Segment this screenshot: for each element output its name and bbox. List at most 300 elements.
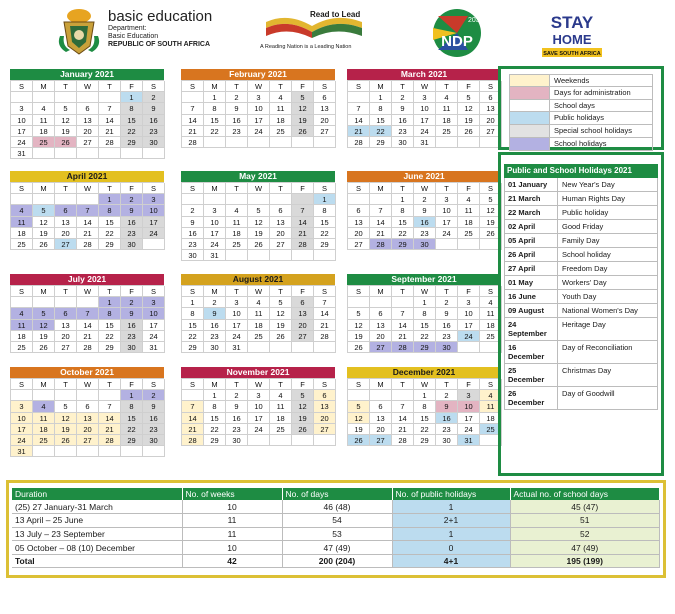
day-cell [77,297,99,308]
day-cell: 2 [414,194,436,205]
day-cell [55,148,77,159]
legend-label: School holidays [554,138,607,148]
month-title: September 2021 [347,274,501,285]
month-grid [181,285,335,353]
col-header-weeks: No. of weeks [182,488,282,500]
month-title: August 2021 [181,274,335,285]
day-cell: 22 [314,228,336,239]
day-cell: 18 [436,115,458,126]
weekday-header: M [33,183,55,194]
day-cell: 11 [33,115,55,126]
day-cell: 13 [77,115,99,126]
holiday-date: 25 December [508,366,545,384]
day-cell: 23 [204,331,226,342]
day-cell: 13 [314,103,336,114]
weekday-header: T [99,379,121,390]
day-cell: 2 [121,297,143,308]
day-cell: 4 [226,205,248,216]
day-cell: 5 [33,205,55,216]
total-days-cell: 200 (204) [282,554,392,568]
day-cell [121,446,143,457]
day-cell: 31 [458,435,480,446]
weekday-header: F [458,183,480,194]
day-cell: 7 [77,308,99,319]
day-cell: 21 [392,331,414,342]
day-cell: 11 [248,308,270,319]
day-cell: 12 [33,217,55,228]
holiday-date: 09 August [508,306,544,315]
day-cell: 14 [392,320,414,331]
legend-label: Public holidays [554,113,605,123]
public-holidays-cell: 1 [392,527,510,541]
holiday-name: Family Day [557,234,657,247]
weekday-header: F [292,183,314,194]
day-cell: 4 [480,390,502,401]
day-cell: 15 [182,320,204,331]
day-cell: 6 [292,297,314,308]
holiday-row [504,304,658,318]
day-cell: 29 [414,435,436,446]
day-cell: 18 [248,320,270,331]
day-cell: 12 [458,103,480,114]
day-cell [248,250,270,261]
day-cell: 10 [204,217,226,228]
day-cell: 18 [226,228,248,239]
day-cell: 19 [55,424,77,435]
day-cell: 12 [270,308,292,319]
weekday-header: W [414,286,436,297]
weekday-header: M [370,379,392,390]
day-cell: 2 [436,390,458,401]
day-cell [370,297,392,308]
day-cell: 28 [77,342,99,353]
weekday-header: S [182,183,204,194]
weekday-header: M [33,81,55,92]
day-cell [77,194,99,205]
day-cell: 27 [292,331,314,342]
day-cell: 8 [370,103,392,114]
day-cell: 7 [182,103,204,114]
day-cell: 10 [248,401,270,412]
day-cell [33,92,55,103]
day-cell [77,148,99,159]
day-cell: 27 [314,126,336,137]
weekday-header: S [143,183,165,194]
weekday-header: F [121,286,143,297]
day-cell: 2 [121,194,143,205]
legend-swatch [510,87,550,99]
day-cell: 29 [414,342,436,353]
day-cell [226,250,248,261]
day-cell [270,250,292,261]
day-cell: 3 [143,297,165,308]
day-cell: 22 [121,126,143,137]
day-cell: 8 [99,205,121,216]
weekday-header: T [436,81,458,92]
month-grid [10,80,164,159]
weekday-header: F [121,183,143,194]
day-cell: 10 [414,103,436,114]
day-cell: 24 [143,331,165,342]
day-cell: 22 [204,424,226,435]
col-header-days: No. of days [282,488,392,500]
day-cell [77,446,99,457]
month-title: July 2021 [10,274,164,285]
holiday-row [504,262,658,276]
day-cell: 18 [33,424,55,435]
day-cell [314,435,336,446]
day-cell: 4 [458,194,480,205]
day-cell: 18 [270,413,292,424]
day-cell: 20 [314,413,336,424]
day-cell: 28 [182,137,204,148]
weekday-header: T [270,183,292,194]
coat-of-arms-icon [56,6,102,56]
svg-text:2030: 2030 [468,17,484,24]
day-cell: 22 [182,331,204,342]
day-cell: 2 [436,297,458,308]
day-cell: 21 [392,424,414,435]
total-duration-cell: Total [12,554,182,568]
weekday-header: W [77,81,99,92]
day-cell: 21 [99,424,121,435]
weekday-header: T [99,286,121,297]
day-cell: 21 [370,228,392,239]
weekday-header: S [314,81,336,92]
duration-panel [6,480,666,578]
day-cell: 24 [143,228,165,239]
day-cell: 31 [414,137,436,148]
day-cell: 16 [226,413,248,424]
day-cell [292,250,314,261]
weekday-header: T [270,81,292,92]
day-cell: 26 [55,435,77,446]
day-cell: 24 [248,424,270,435]
day-cell: 24 [458,331,480,342]
day-cell: 14 [77,320,99,331]
legend-swatch [510,125,550,137]
legend-swatch [510,112,550,124]
duration-row [12,514,660,528]
weeks-cell: 11 [182,527,282,541]
month-calendar [181,69,335,148]
day-cell: 28 [392,342,414,353]
day-cell: 15 [414,413,436,424]
day-cell: 21 [182,424,204,435]
day-cell: 10 [458,308,480,319]
day-cell [33,194,55,205]
weekday-header: S [480,81,502,92]
day-cell: 15 [99,217,121,228]
day-cell: 16 [226,115,248,126]
day-cell [99,148,121,159]
day-cell: 27 [77,435,99,446]
day-cell: 11 [270,103,292,114]
day-cell: 14 [77,217,99,228]
weekday-header: T [99,183,121,194]
weekday-header: F [121,379,143,390]
day-cell: 17 [414,115,436,126]
weekday-header: T [226,379,248,390]
weekday-header: S [143,379,165,390]
day-cell: 8 [121,401,143,412]
ndp-2030-logo [428,8,486,58]
day-cell [348,297,370,308]
weekday-header: S [314,379,336,390]
day-cell [204,194,226,205]
day-cell: 27 [314,424,336,435]
month-title: April 2021 [10,171,164,182]
weekday-header: T [55,81,77,92]
day-cell: 25 [436,126,458,137]
day-cell: 3 [248,92,270,103]
legend [498,66,664,150]
day-cell: 1 [182,297,204,308]
holidays-title: Public and School Holidays 2021 [504,164,658,178]
day-cell: 27 [77,137,99,148]
total-weeks-cell: 42 [182,554,282,568]
weekday-header: M [204,286,226,297]
col-header-public-holidays: No. of public holidays [392,488,510,500]
day-cell: 24 [11,435,33,446]
day-cell: 14 [348,115,370,126]
day-cell: 6 [77,103,99,114]
month-title: January 2021 [10,69,164,80]
day-cell: 12 [292,103,314,114]
col-header-duration: Duration [12,488,182,500]
day-cell: 7 [99,401,121,412]
duration-row [12,541,660,555]
day-cell: 23 [436,331,458,342]
weekday-header: S [480,286,502,297]
day-cell: 3 [414,92,436,103]
day-cell: 1 [370,92,392,103]
day-cell: 16 [121,320,143,331]
day-cell [99,446,121,457]
day-cell [33,148,55,159]
day-cell: 16 [143,115,165,126]
public-holidays-cell: 2+1 [392,514,510,528]
day-cell: 10 [143,308,165,319]
month-grid [181,378,335,446]
holidays-list [504,178,658,410]
month-calendar [10,274,164,353]
days-cell: 53 [282,527,392,541]
days-cell: 47 (49) [282,541,392,555]
day-cell: 5 [348,401,370,412]
day-cell: 1 [204,92,226,103]
day-cell: 12 [33,320,55,331]
day-cell: 9 [414,205,436,216]
day-cell: 6 [55,205,77,216]
legend-swatch [510,100,550,112]
month-grid [347,285,501,353]
weekday-header: F [458,379,480,390]
day-cell: 7 [99,103,121,114]
day-cell: 4 [436,92,458,103]
day-cell [55,446,77,457]
duration-header-row [12,488,660,500]
day-cell: 19 [292,115,314,126]
day-cell: 20 [370,331,392,342]
weekday-header: S [348,81,370,92]
weekday-header: S [348,379,370,390]
weekday-header: W [77,286,99,297]
day-cell: 1 [414,297,436,308]
school-days-cell: 45 (47) [510,500,660,514]
weekday-header: M [33,286,55,297]
weekday-header: S [480,183,502,194]
day-cell: 6 [55,308,77,319]
day-cell: 9 [182,217,204,228]
day-cell: 20 [270,228,292,239]
department-line-3: REPUBLIC OF SOUTH AFRICA [108,41,211,48]
day-cell: 4 [248,297,270,308]
day-cell: 14 [314,308,336,319]
holiday-name: New Year's Day [557,178,657,191]
day-cell: 19 [480,217,502,228]
day-cell: 6 [370,308,392,319]
day-cell: 29 [99,239,121,250]
day-cell: 13 [314,401,336,412]
day-cell: 12 [480,205,502,216]
weekday-header: M [33,379,55,390]
day-cell: 22 [414,424,436,435]
school-days-cell: 47 (49) [510,541,660,555]
holiday-row [504,341,658,364]
day-cell: 8 [99,308,121,319]
day-cell: 12 [292,401,314,412]
weekday-header: T [270,286,292,297]
day-cell: 26 [292,126,314,137]
stay-home-logo [540,8,604,58]
day-cell [270,137,292,148]
day-cell: 24 [11,137,33,148]
day-cell: 22 [204,126,226,137]
day-cell: 15 [414,320,436,331]
weekday-header: W [414,183,436,194]
day-cell: 17 [436,217,458,228]
weekday-header: F [121,81,143,92]
day-cell: 28 [99,137,121,148]
day-cell [458,239,480,250]
day-cell: 9 [143,401,165,412]
day-cell: 28 [348,137,370,148]
month-title: December 2021 [347,367,501,378]
holiday-row [504,290,658,304]
read-to-lead-tagline: A Reading Nation is a Leading Nation [260,44,352,50]
days-cell: 46 (48) [282,500,392,514]
day-cell: 30 [226,435,248,446]
day-cell: 17 [248,115,270,126]
day-cell: 30 [436,342,458,353]
duration-table [12,488,660,568]
holiday-name: Good Friday [557,220,657,233]
weekday-header: W [77,183,99,194]
day-cell [182,390,204,401]
weekday-header: W [248,286,270,297]
day-cell: 13 [480,103,502,114]
day-cell: 19 [348,331,370,342]
day-cell: 12 [348,320,370,331]
day-cell: 1 [121,92,143,103]
legend-label: Weekends [554,76,590,85]
day-cell: 9 [392,103,414,114]
day-cell: 11 [480,308,502,319]
holiday-row [504,364,658,387]
day-cell: 31 [11,148,33,159]
day-cell: 14 [370,217,392,228]
holiday-row [504,192,658,206]
day-cell: 20 [370,424,392,435]
day-cell: 2 [226,92,248,103]
day-cell: 4 [33,103,55,114]
day-cell: 26 [458,126,480,137]
holiday-date: 27 April [508,264,536,273]
day-cell: 8 [182,308,204,319]
weeks-cell: 10 [182,500,282,514]
weekday-header: F [292,286,314,297]
day-cell [314,250,336,261]
day-cell: 7 [392,308,414,319]
day-cell: 16 [414,217,436,228]
day-cell: 20 [348,228,370,239]
day-cell: 27 [55,342,77,353]
day-cell: 18 [458,217,480,228]
day-cell [99,390,121,401]
day-cell: 4 [11,205,33,216]
day-cell [204,137,226,148]
day-cell: 6 [77,401,99,412]
day-cell: 7 [182,401,204,412]
duration-total-row [12,554,660,568]
day-cell: 20 [314,115,336,126]
duration-cell: (25) 27 January-31 March [12,500,182,514]
day-cell [370,194,392,205]
day-cell: 26 [248,239,270,250]
day-cell: 5 [458,92,480,103]
day-cell: 22 [99,228,121,239]
day-cell: 25 [226,239,248,250]
day-cell: 4 [11,308,33,319]
day-cell: 26 [348,342,370,353]
day-cell: 14 [392,413,414,424]
day-cell [348,194,370,205]
day-cell: 17 [204,228,226,239]
day-cell: 21 [292,228,314,239]
weekday-header: F [458,81,480,92]
day-cell: 24 [458,424,480,435]
day-cell: 14 [292,217,314,228]
weekday-header: T [392,81,414,92]
day-cell: 29 [314,239,336,250]
weekday-header: S [314,286,336,297]
day-cell: 19 [458,115,480,126]
day-cell: 31 [226,342,248,353]
month-calendar [10,171,164,250]
duration-row [12,500,660,514]
weekday-header: T [226,286,248,297]
day-cell: 20 [77,424,99,435]
day-cell: 30 [143,435,165,446]
weekday-header: S [11,183,33,194]
holiday-date: 01 January [508,180,548,189]
day-cell [121,148,143,159]
weekday-header: T [55,286,77,297]
holiday-name: Freedom Day [557,262,657,275]
day-cell [436,137,458,148]
day-cell: 4 [33,401,55,412]
